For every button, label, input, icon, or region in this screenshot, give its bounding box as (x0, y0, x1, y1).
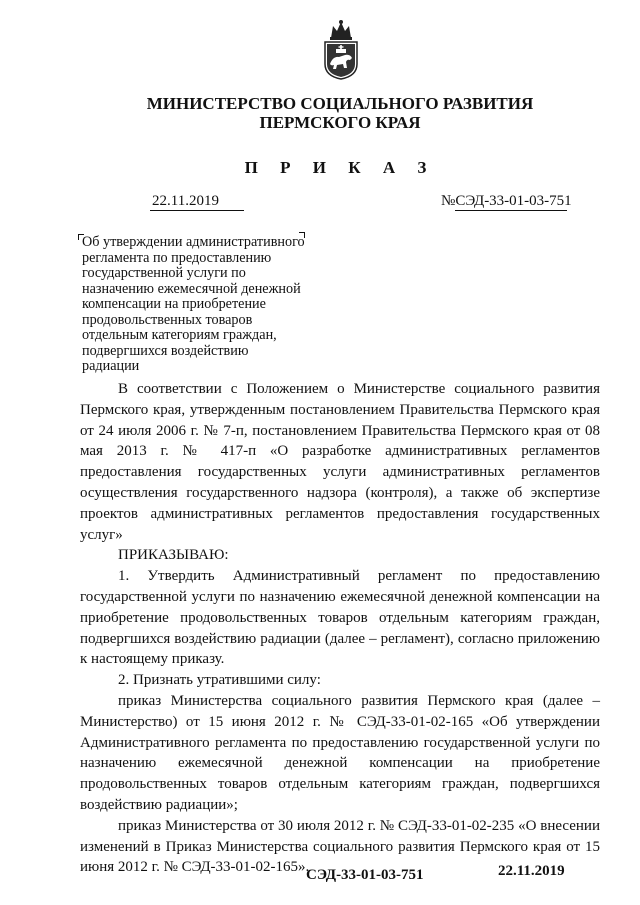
document-number-field (441, 193, 572, 210)
ministry-name-line2: ПЕРМСКОГО КРАЯ (259, 113, 421, 132)
preamble-paragraph: В соответствии с Положением о Министерстве социального развития Пермского края, утвержденным постановлением Правительства Пермского края от 24 июля 2006 г. № 7-п, постановлением Правительства Пермского края от 08 мая 2013 г. № 417-п «О разработке административных регламентов предоставления государственных услуги административных регламентов осуществления государственного надзора (контроля), а также об экспертизе проектов административных регламентов предоставления государственных услуг» (80, 381, 600, 543)
document-body (80, 379, 600, 878)
order-word: ПРИКАЗЫВАЮ: (118, 547, 229, 564)
item-2a-paragraph: приказ Министерства социального развития Пермского края (далее – Министерство) от 15 июня 2012 г. № СЭД-33-01-02-165 «Об утверждении Административного регламента по предоставлению государственной услуги по назначению ежемесячной денежной компенсации на приобретение продовольственных товаров отдельным категориям граждан, подвергшихся воздействию радиации»; (80, 692, 600, 813)
ministry-name (0, 94, 640, 132)
item-2-paragraph: 2. Признать утратившими силу: (118, 672, 321, 689)
footer-document-number: СЭД-33-01-03-751 (306, 867, 424, 883)
item-1-paragraph: 1. Утвердить Административный регламент по предоставлению государственной услуги по назначению ежемесячной денежной компенсации на приобретение продовольственных товаров отдельным категориям граждан, подвергшихся воздействию радиации (далее – регламент), согласно приложению к настоящему приказу. (80, 568, 600, 668)
item-2b-paragraph: приказ Министерства от 30 июля 2012 г. № СЭД-33-01-02-235 «О внесении изменений в Приказ Министерства социального развития Пермского края от 15 июня 2012 г. № СЭД-33-01-02-165». (80, 817, 600, 876)
perm-krai-coat-of-arms-icon (321, 18, 361, 80)
ministry-name-line1: МИНИСТЕРСТВО СОЦИАЛЬНОГО РАЗВИТИЯ (146, 94, 534, 113)
document-date: 22.11.2019 (152, 193, 219, 209)
number-sign: № (441, 193, 456, 209)
document-type: П Р И К А З (244, 158, 436, 177)
document-subject: Об утверждении административного регламента по предоставлению государственной услуги по назначению ежемесячной денежной компенсации на приобретение продовольственных товаров отдельным категориям граждан, подвергшихся воздействию радиации (82, 234, 305, 374)
footer-document-date: 22.11.2019 (498, 863, 565, 879)
document-number: СЭД-33-01-03-751 (455, 193, 572, 209)
number-underline (455, 210, 567, 211)
date-underline (150, 210, 244, 211)
